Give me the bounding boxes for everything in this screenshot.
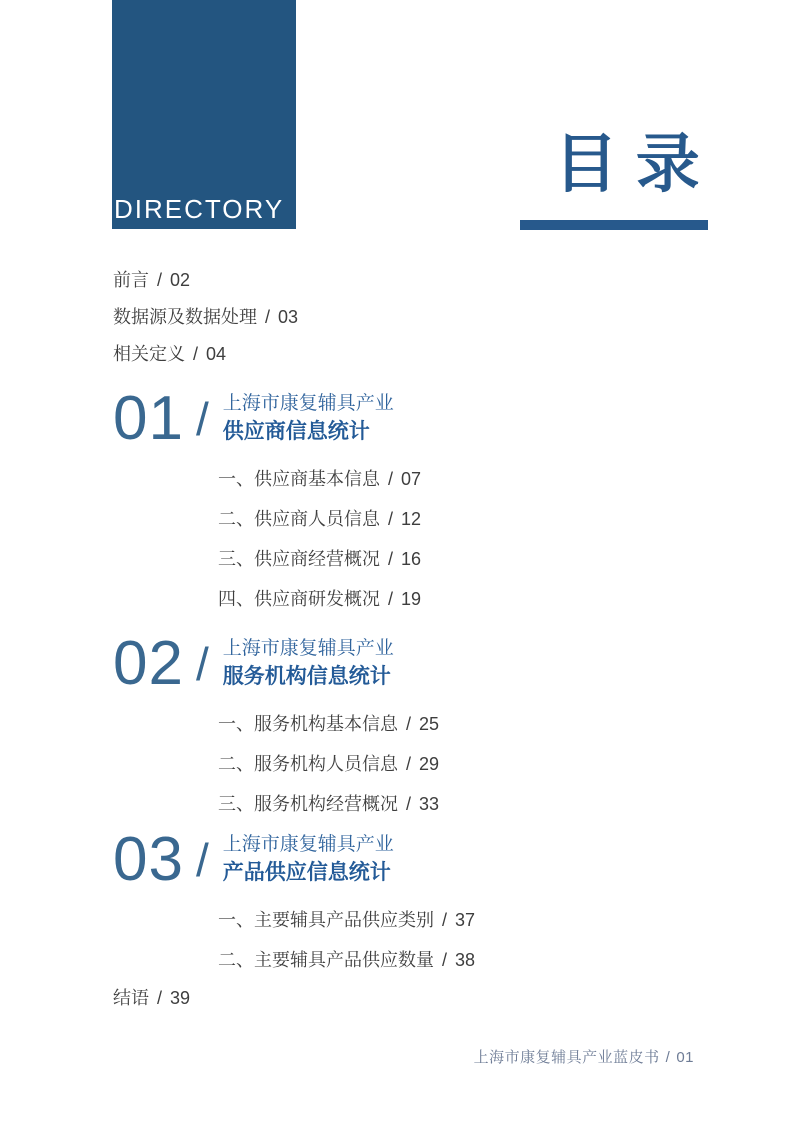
toc-entry [218, 459, 713, 499]
directory-banner [112, 0, 296, 229]
chapter-number: 03 [113, 825, 184, 894]
toc-entry-label: 数据源及数据处理 [113, 307, 257, 327]
toc-entry-separator: / [388, 509, 394, 529]
footer-book-title: 上海市康复辅具产业蓝皮书 [473, 1049, 660, 1066]
toc-entry-page: 04 [206, 344, 227, 364]
chapter-header [113, 629, 713, 698]
toc-entry [218, 539, 713, 579]
toc-entry-foreword [113, 262, 298, 299]
toc-entry-page: 39 [170, 988, 191, 1008]
chapter-title-line2: 产品供应信息统计 [222, 861, 391, 884]
chapter-section-02 [113, 629, 713, 824]
directory-banner-label: DIRECTORY [114, 194, 285, 224]
toc-entry-separator: / [442, 950, 448, 970]
toc-entry-separator: / [157, 988, 163, 1008]
chapter-title-line2: 服务机构信息统计 [222, 665, 391, 688]
chapter-title-line2: 供应商信息统计 [222, 420, 370, 443]
chapter-header [113, 384, 713, 453]
toc-entry [218, 744, 713, 784]
chapter-title-line1: 上海市康复辅具产业 [222, 393, 394, 414]
toc-entry-label: 三、供应商经营概况 [218, 549, 380, 569]
chapter-section-03 [113, 825, 713, 980]
chapter-titles [223, 830, 394, 887]
toc-entry-label: 前言 [113, 270, 149, 290]
toc-entry-conclusion [113, 978, 190, 1018]
toc-entry-data-sources [113, 299, 298, 336]
toc-entry-page: 19 [401, 589, 422, 609]
chapter-number: 01 [113, 384, 184, 453]
footer-page-number: 01 [676, 1049, 694, 1066]
toc-entry-page: 12 [401, 509, 422, 529]
toc-entry-separator: / [193, 344, 199, 364]
toc-entry-label: 二、供应商人员信息 [218, 509, 380, 529]
chapter-header [113, 825, 713, 894]
footer-separator: / [665, 1049, 671, 1066]
chapter-item-list [113, 900, 713, 980]
toc-entry-page: 16 [401, 549, 422, 569]
chapter-section-01 [113, 384, 713, 619]
toc-entry-separator: / [157, 270, 163, 290]
toc-entry-page: 33 [419, 794, 440, 814]
toc-entry-label: 一、供应商基本信息 [218, 469, 380, 489]
toc-entry-label: 二、主要辅具产品供应数量 [218, 950, 434, 970]
toc-entry-label: 一、主要辅具产品供应类别 [218, 910, 434, 930]
toc-entry-page: 38 [455, 950, 476, 970]
toc-entry-separator: / [406, 794, 412, 814]
toc-entry-page: 37 [455, 910, 476, 930]
toc-entry-separator: / [406, 714, 412, 734]
toc-entry-page: 29 [419, 754, 440, 774]
toc-entry-page: 25 [419, 714, 440, 734]
toc-entry [218, 579, 713, 619]
chapter-titles [223, 389, 394, 446]
page-footer [474, 1046, 694, 1067]
front-matter-list [113, 262, 298, 373]
chapter-slash: / [195, 834, 209, 886]
chapter-slash: / [195, 393, 209, 445]
toc-entry-separator: / [388, 469, 394, 489]
chapter-titles [223, 634, 394, 691]
title-underline-bar [520, 220, 708, 230]
toc-entry-label: 二、服务机构人员信息 [218, 754, 398, 774]
chapter-title-line1: 上海市康复辅具产业 [222, 834, 394, 855]
toc-entry [218, 499, 713, 539]
chapter-number: 02 [113, 629, 184, 698]
toc-entry [218, 900, 713, 940]
toc-entry-separator: / [388, 549, 394, 569]
chapter-title-line1: 上海市康复辅具产业 [222, 638, 394, 659]
toc-entry-label: 四、供应商研发概况 [218, 589, 380, 609]
toc-entry-separator: / [406, 754, 412, 774]
toc-entry-label: 三、服务机构经营概况 [218, 794, 398, 814]
toc-entry-definitions [113, 336, 298, 373]
toc-entry-page: 07 [401, 469, 422, 489]
chapter-slash: / [195, 638, 209, 690]
page-title: 目 录 [554, 128, 700, 200]
toc-entry-separator: / [442, 910, 448, 930]
toc-entry-label: 结语 [113, 988, 149, 1008]
toc-entry-page: 02 [170, 270, 191, 290]
toc-entry-label: 一、服务机构基本信息 [218, 714, 398, 734]
toc-entry-separator: / [265, 307, 271, 327]
toc-entry-separator: / [388, 589, 394, 609]
toc-entry-page: 03 [278, 307, 299, 327]
toc-entry-label: 相关定义 [113, 344, 185, 364]
chapter-item-list [113, 704, 713, 824]
toc-entry [218, 784, 713, 824]
chapter-item-list [113, 459, 713, 619]
toc-entry [218, 704, 713, 744]
toc-entry [218, 940, 713, 980]
